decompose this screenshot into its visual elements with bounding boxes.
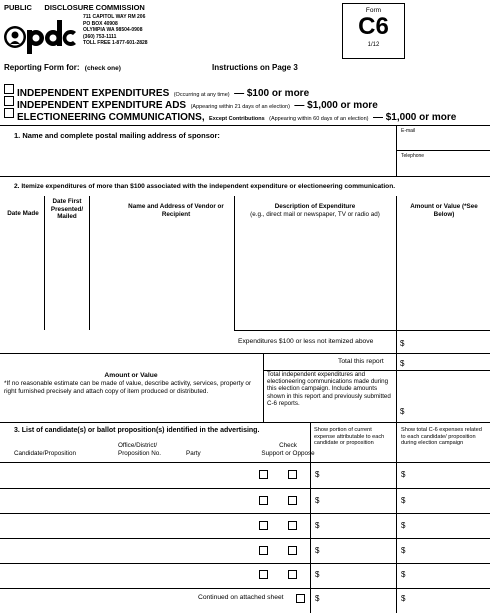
portion-dollar: $ bbox=[315, 521, 320, 530]
option-note: (Occurring at any time) bbox=[173, 92, 230, 98]
agency-address bbox=[83, 14, 148, 47]
col-description-sub: (e.g., direct mail or newspaper, TV or radio ad) bbox=[250, 210, 380, 218]
portion-dollar: $ bbox=[315, 570, 320, 579]
under-100-amount-field[interactable] bbox=[409, 334, 489, 350]
oppose-checkbox[interactable] bbox=[288, 496, 297, 505]
washington-seal-icon bbox=[3, 18, 77, 58]
address-line: (360) 753-1111 bbox=[83, 33, 117, 40]
total-amount-field[interactable] bbox=[409, 355, 489, 369]
divider bbox=[396, 422, 397, 613]
portion-dollar: $ bbox=[315, 496, 320, 505]
sponsor-address-field[interactable] bbox=[0, 140, 395, 175]
section3-title: 3. List of candidate(s) or ballot proposition(s) identified in the advertising. bbox=[14, 427, 260, 434]
address-line: TOLL FREE 1-877-601-2828 bbox=[83, 40, 148, 47]
candidate-field[interactable] bbox=[0, 514, 240, 537]
address-line: PO BOX 40908 bbox=[83, 20, 118, 27]
total-c6-dollar: $ bbox=[401, 496, 406, 505]
divider bbox=[0, 176, 490, 177]
oppose-checkbox[interactable] bbox=[288, 521, 297, 530]
amount-note-text: *If no reasonable estimate can be made of value, describe activity, services, property or right furnished precisely and attach copy of item produced or distributed. bbox=[4, 380, 252, 395]
candidate-field[interactable] bbox=[0, 489, 240, 512]
divider bbox=[0, 125, 490, 126]
total-label: Total this report bbox=[338, 358, 384, 365]
support-checkbox[interactable] bbox=[259, 521, 268, 530]
instructions-note: Instructions on Page 3 bbox=[212, 63, 298, 72]
electioneering-communications-checkbox[interactable] bbox=[4, 108, 14, 118]
option-electioneering-communications bbox=[17, 107, 456, 125]
check-one-text: (check one) bbox=[84, 65, 121, 72]
total-c6-dollar: $ bbox=[401, 521, 406, 530]
total-c6-dollar: $ bbox=[401, 546, 406, 555]
option-amount: — $1,000 or more bbox=[372, 112, 457, 123]
amount-note-title: Amount or Value bbox=[104, 372, 158, 379]
reporting-for-text: Reporting Form for: bbox=[4, 63, 80, 72]
address-line: 711 CAPITOL WAY RM 206 bbox=[83, 14, 146, 20]
option-amount: — $100 or more bbox=[234, 88, 310, 99]
option-amount: — $1,000 or more bbox=[294, 100, 378, 111]
col-office: Office/District/ Proposition No. bbox=[118, 442, 162, 457]
divider bbox=[0, 422, 490, 423]
oppose-checkbox[interactable] bbox=[288, 570, 297, 579]
reporting-label bbox=[4, 63, 121, 72]
divider bbox=[234, 330, 490, 331]
candidate-field[interactable] bbox=[0, 564, 240, 587]
divider bbox=[0, 588, 490, 589]
form-label: Form bbox=[365, 7, 382, 14]
option-title: ELECTIONEERING COMMUNICATIONS, bbox=[17, 112, 205, 123]
candidate-field[interactable] bbox=[0, 463, 240, 487]
independent-expenditures-checkbox[interactable] bbox=[4, 84, 14, 94]
portion-dollar: $ bbox=[315, 546, 320, 555]
email-field[interactable] bbox=[397, 134, 490, 149]
campaign-total-note: Total independent expenditures and electioneering communications made during this election campaign. Include amounts shown in this report and previously submitted C-6 reports. bbox=[267, 371, 391, 407]
option-title: INDEPENDENT EXPENDITURE ADS bbox=[17, 100, 187, 111]
divider bbox=[0, 353, 490, 354]
col-campaign-total: Show total C-6 expenses related to each candidate/ proposition during election campaign bbox=[401, 427, 482, 447]
portion-dollar: $ bbox=[315, 470, 320, 479]
candidate-field[interactable] bbox=[0, 539, 240, 562]
col-date-first: Date First Presented/ Mailed bbox=[50, 198, 84, 220]
form-number: C6 bbox=[358, 13, 389, 40]
col-description-title: Description of Expenditure bbox=[274, 203, 356, 210]
col-check-title: Check bbox=[279, 442, 297, 449]
support-checkbox[interactable] bbox=[259, 470, 268, 479]
section1-title: 1. Name and complete postal mailing address of sponsor: bbox=[14, 131, 220, 140]
continued-portion-dollar: $ bbox=[315, 594, 320, 603]
option-note: (Appearing within 60 days of an election) bbox=[269, 116, 369, 122]
email-label: E-mail bbox=[401, 128, 416, 134]
under-100-label: Expenditures $100 or less not itemized above bbox=[238, 338, 374, 345]
campaign-total-field[interactable] bbox=[409, 372, 489, 420]
divider bbox=[396, 150, 490, 151]
agency-name: PUBLIC DISCLOSURE COMMISSION bbox=[4, 3, 145, 12]
oppose-checkbox[interactable] bbox=[288, 470, 297, 479]
col-portion: Show portion of current expense attributable to each candidate or proposition bbox=[314, 427, 385, 447]
col-support-oppose: Support or Oppose bbox=[261, 449, 315, 457]
support-checkbox[interactable] bbox=[259, 570, 268, 579]
col-date-made: Date Made bbox=[7, 210, 39, 217]
form-date: 1/12 bbox=[367, 42, 380, 48]
col-description bbox=[234, 203, 396, 218]
col-vendor: Name and Address of Vendor or Recipient bbox=[128, 203, 224, 218]
col-party: Party bbox=[186, 450, 201, 457]
total-c6-dollar: $ bbox=[401, 570, 406, 579]
section2-title: 2. Itemize expenditures of more than $100 associated with the independent expenditure or electioneering communication. bbox=[14, 183, 396, 190]
divider bbox=[310, 422, 311, 613]
under-100-dollar: $ bbox=[400, 339, 405, 348]
itemized-expenditures-area[interactable] bbox=[0, 225, 490, 330]
telephone-label: Telephone bbox=[401, 153, 425, 159]
col-amount: Amount or Value (*See Below) bbox=[410, 203, 478, 218]
option-note-bold: Except Contributions bbox=[209, 116, 265, 122]
support-checkbox[interactable] bbox=[259, 546, 268, 555]
total-dollar: $ bbox=[400, 359, 405, 368]
continued-checkbox[interactable] bbox=[296, 594, 305, 603]
continued-label: Continued on attached sheet bbox=[198, 594, 284, 601]
divider bbox=[263, 353, 264, 422]
form-id-box bbox=[342, 3, 405, 59]
option-title: INDEPENDENT EXPENDITURES bbox=[17, 88, 170, 99]
total-c6-dollar: $ bbox=[401, 470, 406, 479]
telephone-field[interactable] bbox=[397, 159, 490, 175]
support-checkbox[interactable] bbox=[259, 496, 268, 505]
oppose-checkbox[interactable] bbox=[288, 546, 297, 555]
option-note: (Appearing within 21 days of an election) bbox=[190, 104, 290, 110]
continued-total-dollar: $ bbox=[401, 594, 406, 603]
campaign-total-dollar: $ bbox=[400, 407, 405, 416]
independent-expenditure-ads-checkbox[interactable] bbox=[4, 96, 14, 106]
address-line: OLYMPIA WA 98504-0908 bbox=[83, 27, 143, 34]
pdc-logo bbox=[3, 18, 77, 58]
col-candidate: Candidate/Proposition bbox=[14, 450, 76, 457]
